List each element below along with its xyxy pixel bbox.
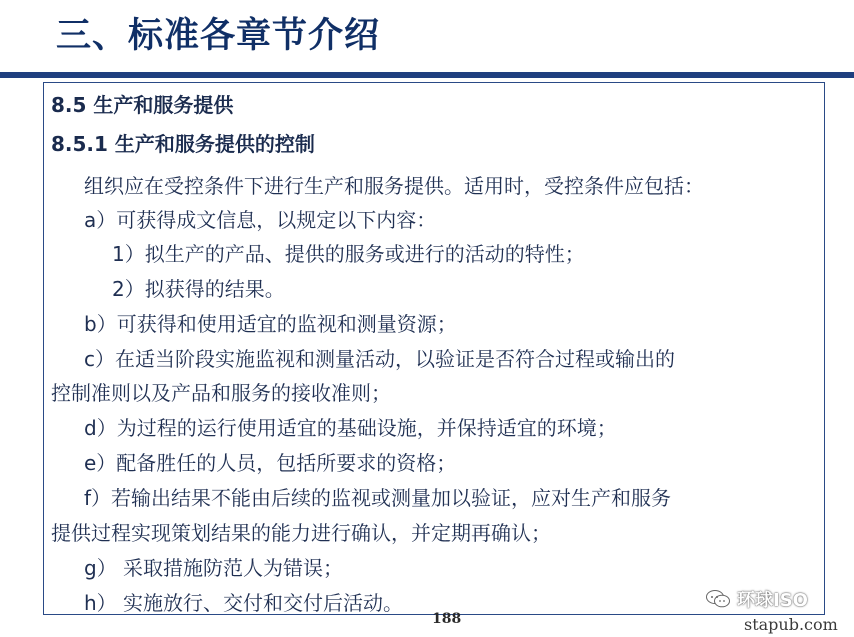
list-item-d: d）为过程的运行使用适宜的基础设施，并保持适宜的环境；: [84, 416, 617, 440]
subsection-heading: 8.5.1 生产和服务提供的控制: [51, 132, 315, 156]
watermark-text: 环球ISO: [737, 590, 808, 611]
list-subitem-2: 2）拟获得的结果。: [112, 277, 285, 301]
list-item-f-line-2: 提供过程实现策划结果的能力进行确认，并定期再确认；: [51, 521, 551, 545]
page-number: 188: [432, 611, 462, 627]
page-title: 三、标准各章节介绍: [56, 16, 381, 56]
list-item-a: a）可获得成文信息，以规定以下内容：: [84, 208, 437, 232]
section-heading: 8.5 生产和服务提供: [51, 93, 234, 117]
list-subitem-1: 1）拟生产的产品、提供的服务或进行的活动的特性；: [112, 242, 585, 266]
chat-bubble-icon: [705, 588, 731, 610]
list-item-f-line-1: f）若输出结果不能由后续的监视或测量加以验证，应对生产和服务: [84, 486, 672, 510]
list-item-h: h） 实施放行、交付和交付后活动。: [84, 591, 404, 615]
list-item-e: e）配备胜任的人员，包括所要求的资格；: [84, 451, 457, 475]
list-item-c-line-2: 控制准则以及产品和服务的接收准则；: [51, 381, 391, 405]
list-item-g: g） 采取措施防范人为错误；: [84, 556, 344, 580]
watermark: [705, 586, 808, 612]
paragraph-intro: 组织应在受控条件下进行生产和服务提供。适用时，受控条件应包括：: [84, 174, 704, 198]
site-url: stapub.com: [744, 615, 838, 634]
list-item-c-line-1: c）在适当阶段实施监视和测量活动，以验证是否符合过程或输出的: [84, 347, 675, 371]
list-item-b: b）可获得和使用适宜的监视和测量资源；: [84, 312, 457, 336]
title-divider: [0, 72, 854, 78]
